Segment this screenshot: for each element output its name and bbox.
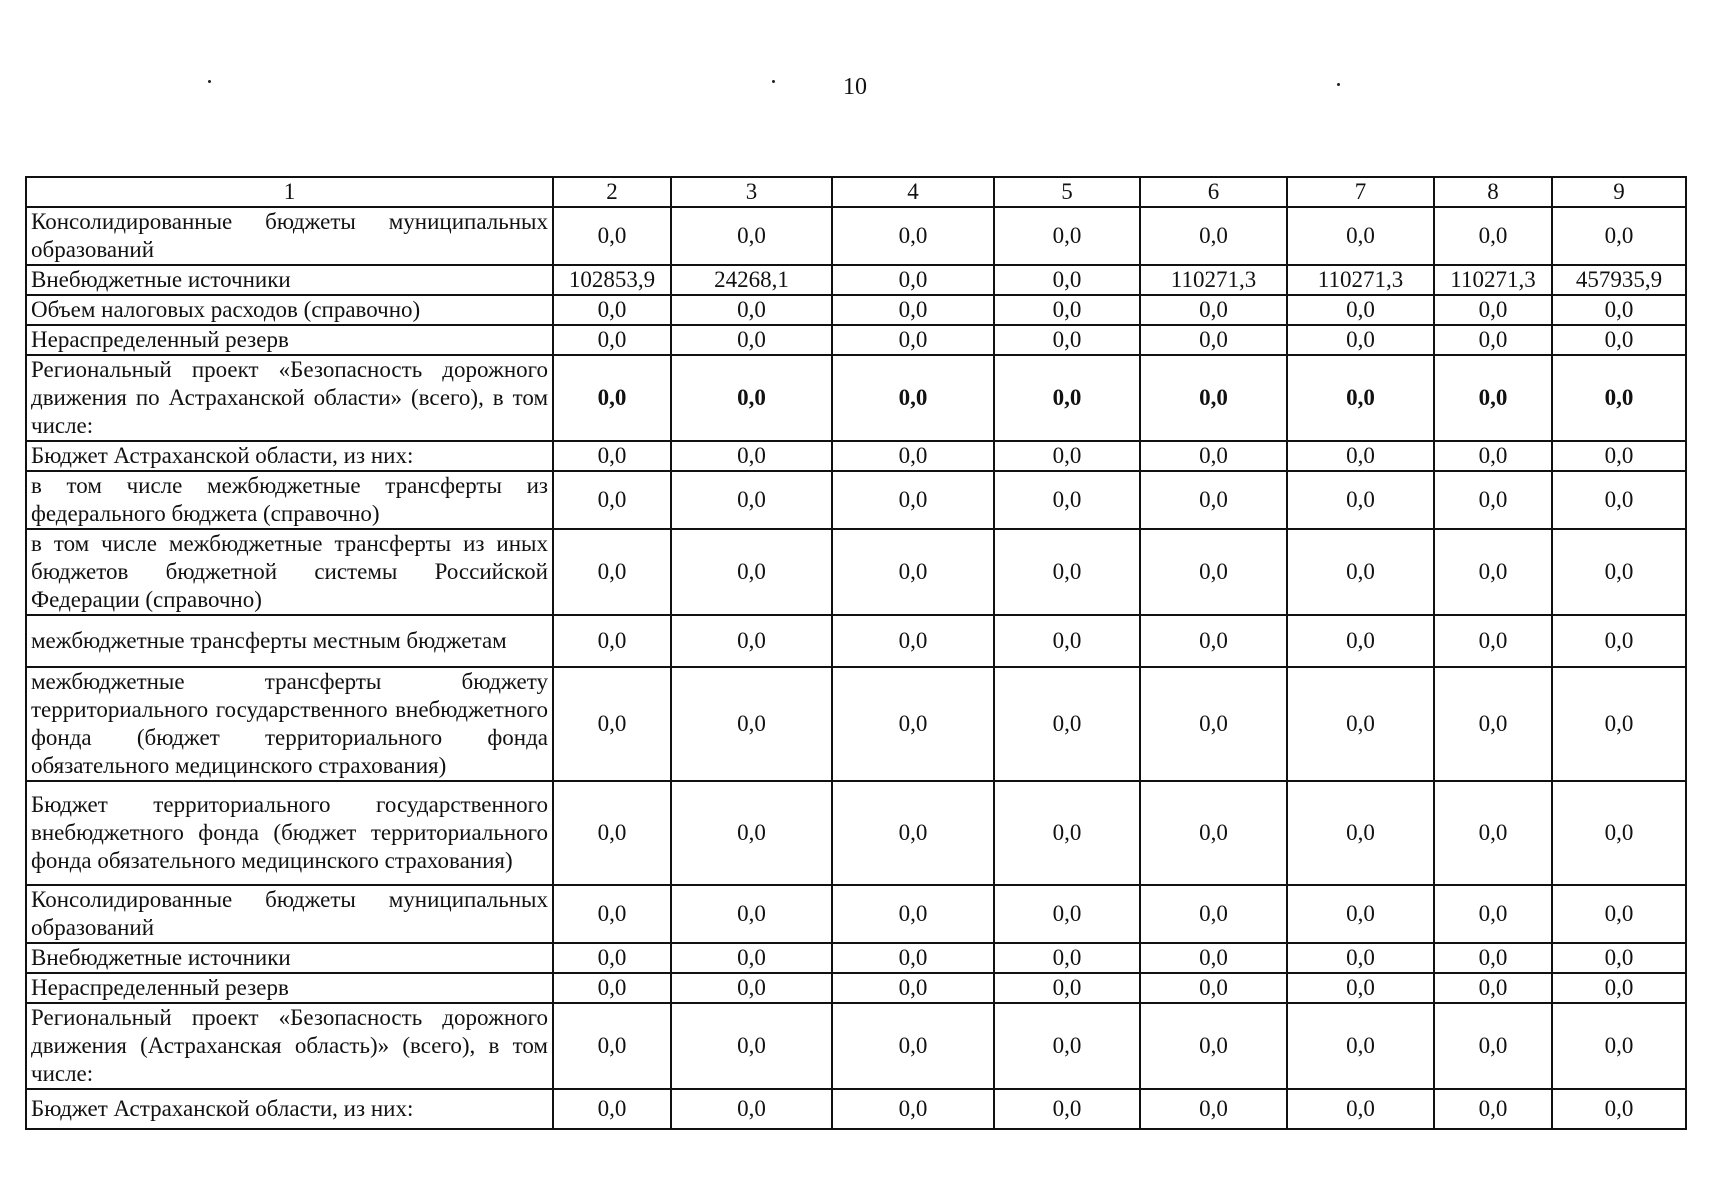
value-cell-col-3: 24268,1 <box>671 265 832 295</box>
column-header-1: 1 <box>26 177 553 207</box>
value-cell-col-2: 0,0 <box>553 441 671 471</box>
value-cell-col-7: 0,0 <box>1287 355 1434 441</box>
value-cell-col-2: 0,0 <box>553 1003 671 1089</box>
table-row <box>26 1089 1686 1129</box>
value-cell-col-7: 0,0 <box>1287 529 1434 615</box>
value-cell-col-8: 0,0 <box>1434 471 1552 529</box>
value-cell-col-9: 0,0 <box>1552 885 1686 943</box>
value-cell-col-7: 0,0 <box>1287 1003 1434 1089</box>
value-cell-col-8: 0,0 <box>1434 325 1552 355</box>
column-header-3: 3 <box>671 177 832 207</box>
row-label: Внебюджетные источники <box>26 265 553 295</box>
value-cell-col-9: 0,0 <box>1552 355 1686 441</box>
value-cell-col-9: 0,0 <box>1552 295 1686 325</box>
value-cell-col-8: 0,0 <box>1434 441 1552 471</box>
table-row <box>26 667 1686 781</box>
value-cell-col-9: 0,0 <box>1552 973 1686 1003</box>
row-label: в том числе межбюджетные трансферты из иных бюджетов бюджетной системы Российской Федерации (справочно) <box>26 529 553 615</box>
value-cell-col-3: 0,0 <box>671 1089 832 1129</box>
value-cell-col-5: 0,0 <box>994 885 1140 943</box>
value-cell-col-6: 0,0 <box>1140 615 1287 667</box>
column-header-6: 6 <box>1140 177 1287 207</box>
column-header-5: 5 <box>994 177 1140 207</box>
table-row <box>26 943 1686 973</box>
value-cell-col-5: 0,0 <box>994 615 1140 667</box>
row-label: Региональный проект «Безопасность дорожного движения по Астраханской области» (всего), в том числе: <box>26 355 553 441</box>
value-cell-col-9: 0,0 <box>1552 471 1686 529</box>
row-label: Бюджет Астраханской области, из них: <box>26 1089 553 1129</box>
value-cell-col-6: 0,0 <box>1140 667 1287 781</box>
value-cell-col-8: 0,0 <box>1434 973 1552 1003</box>
value-cell-col-3: 0,0 <box>671 471 832 529</box>
page-number: 10 <box>843 74 867 100</box>
column-header-8: 8 <box>1434 177 1552 207</box>
value-cell-col-3: 0,0 <box>671 295 832 325</box>
value-cell-col-6: 0,0 <box>1140 325 1287 355</box>
value-cell-col-4: 0,0 <box>832 355 994 441</box>
table-row <box>26 973 1686 1003</box>
value-cell-col-3: 0,0 <box>671 615 832 667</box>
value-cell-col-5: 0,0 <box>994 355 1140 441</box>
value-cell-col-3: 0,0 <box>671 667 832 781</box>
value-cell-col-4: 0,0 <box>832 441 994 471</box>
value-cell-col-9: 0,0 <box>1552 1089 1686 1129</box>
value-cell-col-6: 0,0 <box>1140 295 1287 325</box>
value-cell-col-5: 0,0 <box>994 667 1140 781</box>
value-cell-col-6: 0,0 <box>1140 973 1287 1003</box>
value-cell-col-2: 102853,9 <box>553 265 671 295</box>
value-cell-col-2: 0,0 <box>553 325 671 355</box>
value-cell-col-5: 0,0 <box>994 943 1140 973</box>
value-cell-col-2: 0,0 <box>553 973 671 1003</box>
value-cell-col-8: 0,0 <box>1434 1089 1552 1129</box>
value-cell-col-3: 0,0 <box>671 943 832 973</box>
table-row <box>26 441 1686 471</box>
value-cell-col-6: 0,0 <box>1140 943 1287 973</box>
table-row <box>26 781 1686 885</box>
value-cell-col-8: 0,0 <box>1434 781 1552 885</box>
value-cell-col-6: 0,0 <box>1140 781 1287 885</box>
value-cell-col-8: 0,0 <box>1434 1003 1552 1089</box>
value-cell-col-4: 0,0 <box>832 529 994 615</box>
value-cell-col-8: 0,0 <box>1434 667 1552 781</box>
value-cell-col-9: 457935,9 <box>1552 265 1686 295</box>
value-cell-col-4: 0,0 <box>832 781 994 885</box>
value-cell-col-4: 0,0 <box>832 207 994 265</box>
value-cell-col-4: 0,0 <box>832 943 994 973</box>
value-cell-col-9: 0,0 <box>1552 325 1686 355</box>
value-cell-col-3: 0,0 <box>671 1003 832 1089</box>
value-cell-col-2: 0,0 <box>553 1089 671 1129</box>
table-row <box>26 207 1686 265</box>
scan-speck <box>772 80 775 83</box>
value-cell-col-7: 0,0 <box>1287 471 1434 529</box>
value-cell-col-5: 0,0 <box>994 529 1140 615</box>
value-cell-col-6: 0,0 <box>1140 355 1287 441</box>
value-cell-col-2: 0,0 <box>553 667 671 781</box>
value-cell-col-8: 0,0 <box>1434 943 1552 973</box>
value-cell-col-7: 0,0 <box>1287 973 1434 1003</box>
value-cell-col-4: 0,0 <box>832 1089 994 1129</box>
row-label: Консолидированные бюджеты муниципальных образований <box>26 885 553 943</box>
value-cell-col-5: 0,0 <box>994 973 1140 1003</box>
value-cell-col-2: 0,0 <box>553 207 671 265</box>
value-cell-col-6: 0,0 <box>1140 441 1287 471</box>
value-cell-col-8: 0,0 <box>1434 615 1552 667</box>
value-cell-col-8: 0,0 <box>1434 295 1552 325</box>
value-cell-col-5: 0,0 <box>994 1089 1140 1129</box>
value-cell-col-9: 0,0 <box>1552 667 1686 781</box>
value-cell-col-3: 0,0 <box>671 441 832 471</box>
table-row <box>26 265 1686 295</box>
row-label: Внебюджетные источники <box>26 943 553 973</box>
value-cell-col-3: 0,0 <box>671 529 832 615</box>
value-cell-col-5: 0,0 <box>994 265 1140 295</box>
value-cell-col-2: 0,0 <box>553 781 671 885</box>
value-cell-col-3: 0,0 <box>671 355 832 441</box>
column-header-9: 9 <box>1552 177 1686 207</box>
value-cell-col-9: 0,0 <box>1552 529 1686 615</box>
value-cell-col-7: 0,0 <box>1287 667 1434 781</box>
row-label: Нераспределенный резерв <box>26 325 553 355</box>
value-cell-col-7: 0,0 <box>1287 295 1434 325</box>
value-cell-col-6: 0,0 <box>1140 885 1287 943</box>
value-cell-col-4: 0,0 <box>832 1003 994 1089</box>
value-cell-col-3: 0,0 <box>671 207 832 265</box>
value-cell-col-7: 0,0 <box>1287 207 1434 265</box>
value-cell-col-7: 0,0 <box>1287 781 1434 885</box>
budget-table <box>25 176 1687 1130</box>
table-row <box>26 295 1686 325</box>
value-cell-col-8: 0,0 <box>1434 885 1552 943</box>
row-label: Объем налоговых расходов (справочно) <box>26 295 553 325</box>
value-cell-col-4: 0,0 <box>832 615 994 667</box>
table-body <box>26 207 1686 1129</box>
value-cell-col-6: 0,0 <box>1140 529 1287 615</box>
value-cell-col-5: 0,0 <box>994 1003 1140 1089</box>
scan-speck <box>208 80 211 83</box>
value-cell-col-8: 110271,3 <box>1434 265 1552 295</box>
value-cell-col-4: 0,0 <box>832 667 994 781</box>
value-cell-col-2: 0,0 <box>553 529 671 615</box>
table-row <box>26 1003 1686 1089</box>
row-label: межбюджетные трансферты бюджету территориального государственного внебюджетного фонда (бюджет территориального фонда обязательного медицинского страхования) <box>26 667 553 781</box>
row-label: межбюджетные трансферты местным бюджетам <box>26 615 553 667</box>
value-cell-col-2: 0,0 <box>553 943 671 973</box>
value-cell-col-9: 0,0 <box>1552 1003 1686 1089</box>
value-cell-col-4: 0,0 <box>832 325 994 355</box>
value-cell-col-3: 0,0 <box>671 781 832 885</box>
table-row <box>26 325 1686 355</box>
row-label: Региональный проект «Безопасность дорожного движения (Астраханская область)» (всего), в том числе: <box>26 1003 553 1089</box>
column-header-7: 7 <box>1287 177 1434 207</box>
value-cell-col-9: 0,0 <box>1552 615 1686 667</box>
table-row <box>26 471 1686 529</box>
value-cell-col-4: 0,0 <box>832 885 994 943</box>
value-cell-col-7: 0,0 <box>1287 325 1434 355</box>
value-cell-col-6: 110271,3 <box>1140 265 1287 295</box>
value-cell-col-2: 0,0 <box>553 615 671 667</box>
value-cell-col-5: 0,0 <box>994 207 1140 265</box>
value-cell-col-6: 0,0 <box>1140 207 1287 265</box>
value-cell-col-2: 0,0 <box>553 295 671 325</box>
value-cell-col-5: 0,0 <box>994 441 1140 471</box>
value-cell-col-9: 0,0 <box>1552 943 1686 973</box>
value-cell-col-2: 0,0 <box>553 471 671 529</box>
column-header-4: 4 <box>832 177 994 207</box>
value-cell-col-6: 0,0 <box>1140 1003 1287 1089</box>
value-cell-col-3: 0,0 <box>671 885 832 943</box>
value-cell-col-2: 0,0 <box>553 885 671 943</box>
value-cell-col-7: 0,0 <box>1287 1089 1434 1129</box>
value-cell-col-6: 0,0 <box>1140 471 1287 529</box>
row-label: в том числе межбюджетные трансферты из федерального бюджета (справочно) <box>26 471 553 529</box>
value-cell-col-9: 0,0 <box>1552 781 1686 885</box>
value-cell-col-5: 0,0 <box>994 325 1140 355</box>
header-row <box>26 177 1686 207</box>
value-cell-col-9: 0,0 <box>1552 441 1686 471</box>
value-cell-col-9: 0,0 <box>1552 207 1686 265</box>
value-cell-col-7: 110271,3 <box>1287 265 1434 295</box>
scan-speck <box>1337 83 1340 86</box>
value-cell-col-4: 0,0 <box>832 973 994 1003</box>
row-label: Консолидированные бюджеты муниципальных образований <box>26 207 553 265</box>
value-cell-col-5: 0,0 <box>994 781 1140 885</box>
value-cell-col-3: 0,0 <box>671 325 832 355</box>
row-label: Бюджет территориального государственного внебюджетного фонда (бюджет территориального фонда обязательного медицинского страхования) <box>26 781 553 885</box>
row-label: Бюджет Астраханской области, из них: <box>26 441 553 471</box>
value-cell-col-6: 0,0 <box>1140 1089 1287 1129</box>
value-cell-col-8: 0,0 <box>1434 529 1552 615</box>
table-row <box>26 615 1686 667</box>
value-cell-col-8: 0,0 <box>1434 207 1552 265</box>
value-cell-col-4: 0,0 <box>832 265 994 295</box>
value-cell-col-8: 0,0 <box>1434 355 1552 441</box>
value-cell-col-4: 0,0 <box>832 471 994 529</box>
table-row <box>26 529 1686 615</box>
value-cell-col-3: 0,0 <box>671 973 832 1003</box>
row-label: Нераспределенный резерв <box>26 973 553 1003</box>
value-cell-col-2: 0,0 <box>553 355 671 441</box>
table-row <box>26 355 1686 441</box>
value-cell-col-5: 0,0 <box>994 471 1140 529</box>
value-cell-col-7: 0,0 <box>1287 441 1434 471</box>
value-cell-col-7: 0,0 <box>1287 943 1434 973</box>
value-cell-col-5: 0,0 <box>994 295 1140 325</box>
table-row <box>26 885 1686 943</box>
column-header-2: 2 <box>553 177 671 207</box>
value-cell-col-4: 0,0 <box>832 295 994 325</box>
value-cell-col-7: 0,0 <box>1287 885 1434 943</box>
value-cell-col-7: 0,0 <box>1287 615 1434 667</box>
